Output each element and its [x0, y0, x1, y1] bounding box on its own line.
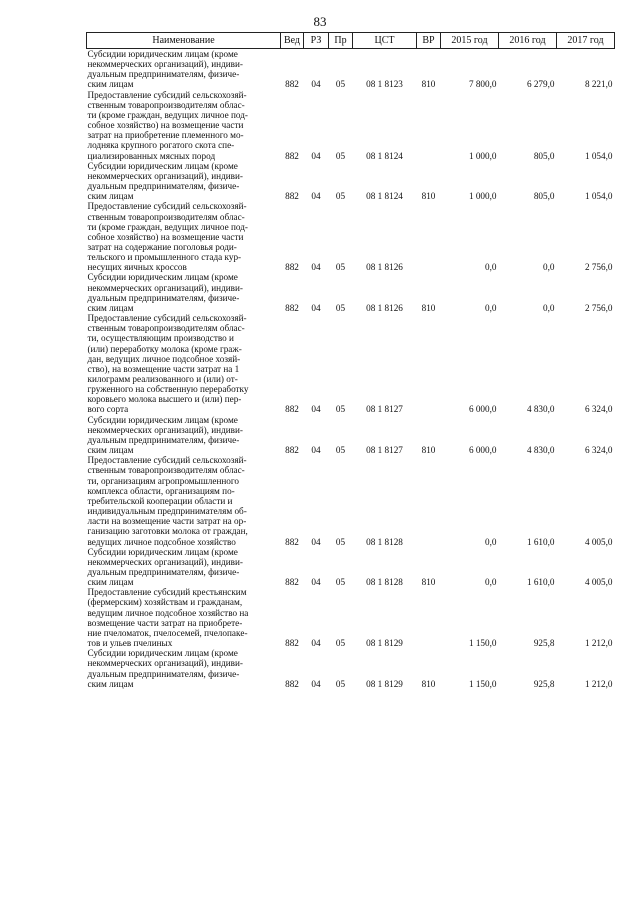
- row-rz: 04: [311, 79, 321, 90]
- row-2015: 0,0: [485, 302, 497, 313]
- row-vr: [417, 455, 441, 546]
- budget-table: [86, 32, 615, 689]
- row-vr: 810: [421, 302, 436, 313]
- row-2015: 1 150,0: [468, 678, 497, 689]
- row-rz: 04: [311, 302, 321, 313]
- row-2017: 2 756,0: [584, 262, 613, 273]
- row-vr: 810: [421, 191, 436, 202]
- table-row: [87, 90, 615, 161]
- table-header: [87, 33, 615, 49]
- row-pr: 05: [335, 536, 346, 547]
- row-2016: 805,0: [533, 150, 555, 161]
- row-2016: 1 610,0: [526, 577, 555, 588]
- row-2017: 2 756,0: [584, 302, 613, 313]
- row-rz: 04: [311, 404, 321, 415]
- header-2016: 2016 год: [499, 33, 557, 49]
- row-vr: [417, 90, 441, 161]
- row-2016: 1 610,0: [526, 536, 555, 547]
- row-pr: 05: [335, 79, 346, 90]
- row-2017: 1 054,0: [584, 191, 613, 202]
- header-2017: 2017 год: [557, 33, 615, 49]
- row-name: Субсидии юридическим лицам (кроме некоммерческих организаций), индиви- дуальным предпринимателям, физиче- ским лицам: [87, 272, 243, 313]
- row-vr: [417, 201, 441, 272]
- row-name: Субсидии юридическим лицам (кроме некоммерческих организаций), индиви- дуальным предпринимателям, физиче- ским лицам: [87, 160, 243, 202]
- row-pr: 05: [335, 445, 346, 456]
- table-row: [87, 587, 615, 648]
- header-name: Наименование: [87, 33, 281, 49]
- row-name: Предоставление субсидий сельскохозяй- ственным товаропроизводителям облас- ти (кроме граждан, ведущих личное под- собное хозяйство) на возмещение части затрат на содержание поголовья роди- тельского и промышленного стада кур- несущих яичных кроссов: [87, 201, 248, 273]
- row-rz: 04: [311, 445, 321, 456]
- table-row: [87, 648, 615, 689]
- row-name: Предоставление субсидий крестьянским (фермерским) хозяйствам и гражданам, ведущим личное подсобное хозяйство на возмещение части затрат на приобрете- ние пчеломаток, пчелосемей, пчелопакe- тов и ульев пчелиных: [87, 587, 249, 649]
- row-pr: 05: [335, 638, 346, 649]
- row-cst: 08 1 8123: [366, 79, 403, 90]
- row-ved: 882: [285, 678, 299, 689]
- table-row: [87, 547, 615, 588]
- row-2015: 7 800,0: [468, 79, 497, 90]
- row-ved: 882: [285, 191, 299, 202]
- row-rz: 04: [311, 678, 321, 689]
- row-pr: 05: [335, 577, 346, 588]
- row-ved: 882: [285, 79, 299, 90]
- row-rz: 04: [311, 262, 321, 273]
- row-2016: 925,8: [533, 638, 555, 649]
- table-row: [87, 455, 615, 546]
- row-cst: 08 1 8128: [366, 577, 403, 588]
- header-rz: РЗ: [304, 33, 329, 49]
- row-name: Субсидии юридическим лицам (кроме некоммерческих организаций), индиви- дуальным предпринимателям, физиче- ским лицам: [87, 546, 243, 588]
- row-rz: 04: [311, 191, 321, 202]
- row-vr: 810: [421, 577, 436, 588]
- row-rz: 04: [311, 150, 321, 161]
- row-2017: 1 054,0: [584, 150, 613, 161]
- row-cst: 08 1 8124: [366, 191, 403, 202]
- row-cst: 08 1 8129: [366, 638, 403, 649]
- row-ved: 882: [285, 150, 299, 161]
- row-2016: 925,8: [533, 678, 555, 689]
- row-name: Субсидии юридическим лицам (кроме некоммерческих организаций), индиви- дуальным предпринимателям, физиче- ским лицам: [87, 414, 243, 456]
- row-ved: 882: [285, 302, 299, 313]
- table-row: [87, 415, 615, 456]
- row-2016: 6 279,0: [526, 79, 555, 90]
- page-number: 83: [313, 14, 327, 29]
- row-pr: 05: [335, 404, 346, 415]
- table-row: [87, 49, 615, 90]
- row-pr: 05: [335, 678, 346, 689]
- row-rz: 04: [311, 638, 321, 649]
- row-ved: 882: [285, 404, 299, 415]
- header-2015: 2015 год: [441, 33, 499, 49]
- row-2017: 6 324,0: [584, 404, 613, 415]
- table-body: [87, 49, 615, 689]
- row-2015: 0,0: [485, 536, 497, 547]
- row-2015: 6 000,0: [468, 445, 497, 456]
- row-2017: 4 005,0: [584, 577, 613, 588]
- row-name: Субсидии юридическим лицам (кроме некоммерческих организаций), индиви- дуальным предпринимателям, физиче- ским лицам: [87, 648, 243, 689]
- row-2016: 805,0: [533, 191, 555, 202]
- row-pr: 05: [335, 302, 346, 313]
- row-name: Предоставление субсидий сельскохозяй- ственным товаропроизводителям облас- ти, осуществляющим производство и (или) переработку молока (кроме граж- дан, ведущих личное подсобное хозяй- ство), на возмещение части затрат на 1 килограмм реализованного и (или) от- груженного на собственную переработку коровьего молока высшего и (или) пер- вого сорта: [87, 313, 249, 415]
- row-ved: 882: [285, 536, 299, 547]
- row-cst: 08 1 8126: [366, 302, 403, 313]
- row-2015: 0,0: [485, 577, 497, 588]
- row-2017: 6 324,0: [584, 445, 613, 456]
- row-cst: 08 1 8127: [366, 445, 403, 456]
- row-vr: [417, 587, 441, 648]
- row-2015: 0,0: [485, 262, 497, 273]
- table-row: [87, 201, 615, 272]
- row-2016: 0,0: [543, 302, 555, 313]
- table-row: [87, 313, 615, 415]
- row-ved: 882: [285, 445, 299, 456]
- row-2015: 6 000,0: [468, 404, 497, 415]
- row-vr: [417, 313, 441, 415]
- row-rz: 04: [311, 577, 321, 588]
- row-vr: 810: [421, 445, 436, 456]
- row-2017: 1 212,0: [584, 678, 613, 689]
- table-row: [87, 161, 615, 202]
- row-cst: 08 1 8128: [366, 536, 403, 547]
- row-2015: 1 000,0: [468, 191, 497, 202]
- row-pr: 05: [335, 262, 346, 273]
- row-vr: 810: [421, 678, 436, 689]
- row-2016: 0,0: [543, 262, 555, 273]
- row-2017: 1 212,0: [584, 638, 613, 649]
- row-2016: 4 830,0: [526, 445, 555, 456]
- row-cst: 08 1 8127: [366, 404, 403, 415]
- header-pr: Пр: [329, 33, 353, 49]
- header-ved: Вед: [281, 33, 304, 49]
- row-2017: 4 005,0: [584, 536, 613, 547]
- header-vr: ВР: [417, 33, 441, 49]
- row-2016: 4 830,0: [526, 404, 555, 415]
- row-2015: 1 150,0: [468, 638, 497, 649]
- row-ved: 882: [285, 262, 299, 273]
- row-2015: 1 000,0: [468, 150, 497, 161]
- row-rz: 04: [311, 536, 321, 547]
- row-2017: 8 221,0: [584, 79, 613, 90]
- row-name: Субсидии юридическим лицам (кроме некоммерческих организаций), индиви- дуальным предпринимателям, физиче- ским лицам: [87, 49, 243, 90]
- row-cst: 08 1 8124: [366, 150, 403, 161]
- header-row: [87, 33, 615, 49]
- row-name: Предоставление субсидий сельскохозяй- ственным товаропроизводителям облас- ти (кроме граждан, ведущих личное под- собное хозяйство) на возмещение части затрат на приобретение племенного мо- лодняка крупного рогатого скота спе- циализированных мясных пород: [87, 89, 248, 161]
- row-ved: 882: [285, 577, 299, 588]
- row-cst: 08 1 8129: [366, 678, 403, 689]
- row-pr: 05: [335, 150, 346, 161]
- row-name: Предоставление субсидий сельскохозяй- ственным товаропроизводителям облас- ти, организациям агропромышленного комплекса области, организациям по- требительской кооперации области и индивидуальным предпринимателям об- ласти на возмещение части затрат на ор- ганизацию заготовки молока от граждан, ведущих личное подсобное хозяйство: [87, 455, 248, 547]
- row-vr: 810: [421, 79, 436, 90]
- row-cst: 08 1 8126: [366, 262, 403, 273]
- table-row: [87, 272, 615, 313]
- header-cst: ЦСТ: [353, 33, 417, 49]
- row-ved: 882: [285, 638, 299, 649]
- row-pr: 05: [335, 191, 346, 202]
